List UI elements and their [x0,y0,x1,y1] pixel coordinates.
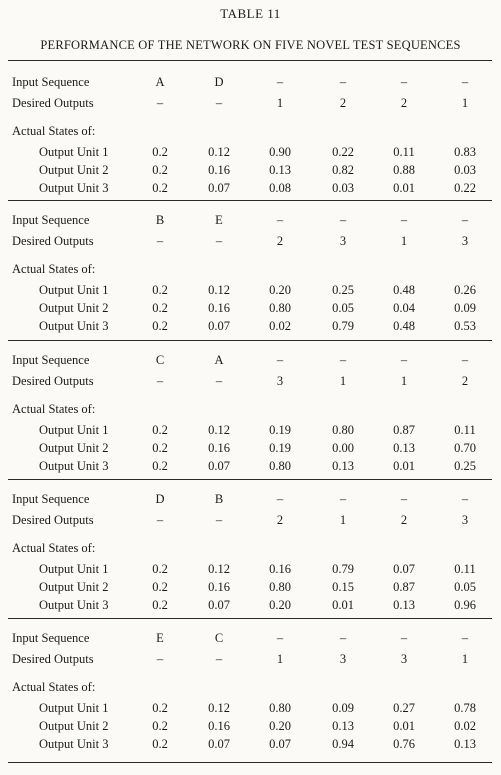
desired-output: – [156,234,164,248]
activation-value: 0.16 [208,719,230,733]
activation-value: 0.27 [393,701,415,715]
block-separator-rule [8,479,492,480]
desired-outputs-label: Desired Outputs [12,234,94,248]
output-unit-label: Output Unit 2 [39,441,109,455]
input-symbol: – [400,213,408,227]
output-unit-label: Output Unit 2 [39,163,109,177]
input-sequence-row [0,75,501,89]
desired-output: 1 [400,234,408,248]
desired-outputs-row [0,96,501,110]
desired-outputs-row [0,652,501,666]
activation-value: 0.03 [454,163,476,177]
desired-outputs-label: Desired Outputs [12,513,94,527]
activation-value: 0.20 [269,719,291,733]
activation-value: 0.02 [454,719,476,733]
sequence-block [0,208,501,348]
desired-output: 3 [400,652,408,666]
desired-output: 2 [276,513,284,527]
activation-value: 0.2 [152,441,168,455]
activation-value: 0.2 [152,319,168,333]
activation-value: 0.13 [393,441,415,455]
activation-value: 0.48 [393,283,415,297]
output-unit-label: Output Unit 2 [39,580,109,594]
output-unit-label: Output Unit 1 [39,423,109,437]
desired-outputs-row [0,374,501,388]
output-unit-label: Output Unit 1 [39,283,109,297]
activation-value: 0.07 [208,459,230,473]
activation-value: 0.79 [332,562,354,576]
sequence-block [0,487,501,627]
activation-value: 0.80 [269,580,291,594]
output-unit-row [0,719,501,733]
activation-value: 0.22 [454,181,476,195]
activation-value: 0.15 [332,580,354,594]
activation-value: 0.09 [454,301,476,315]
bottom-rule [8,762,492,763]
input-symbol: – [461,492,469,506]
output-unit-label: Output Unit 3 [39,598,109,612]
input-symbol: B [155,213,165,227]
activation-value: 0.02 [269,319,291,333]
input-sequence-row [0,631,501,645]
activation-value: 0.96 [454,598,476,612]
desired-outputs-row [0,513,501,527]
activation-value: 0.13 [332,719,354,733]
actual-states-row [0,402,501,416]
activation-value: 0.12 [208,283,230,297]
activation-value: 0.19 [269,423,291,437]
activation-value: 0.04 [393,301,415,315]
activation-value: 0.19 [269,441,291,455]
desired-output: 2 [276,234,284,248]
input-symbol: – [339,492,347,506]
input-sequence-row [0,213,501,227]
activation-value: 0.07 [208,319,230,333]
input-symbol: D [155,492,165,506]
activation-value: 0.2 [152,737,168,751]
activation-value: 0.82 [332,163,354,177]
desired-output: 2 [400,96,408,110]
activation-value: 0.13 [393,598,415,612]
actual-states-label: Actual States of: [12,124,96,138]
sequence-block [0,70,501,210]
activation-value: 0.16 [269,562,291,576]
output-unit-row [0,701,501,715]
output-unit-row [0,459,501,473]
actual-states-row [0,541,501,555]
activation-value: 0.01 [393,181,415,195]
input-sequence-label: Input Sequence [12,492,90,506]
activation-value: 0.53 [454,319,476,333]
activation-value: 0.12 [208,145,230,159]
input-symbol: C [214,631,224,645]
activation-value: 0.2 [152,163,168,177]
actual-states-label: Actual States of: [12,402,96,416]
activation-value: 0.25 [332,283,354,297]
activation-value: 0.00 [332,441,354,455]
activation-value: 0.16 [208,580,230,594]
desired-output: 1 [339,513,347,527]
input-symbol: A [155,75,165,89]
activation-value: 0.70 [454,441,476,455]
activation-value: 0.90 [269,145,291,159]
output-unit-row [0,283,501,297]
desired-output: 2 [400,513,408,527]
input-symbol: – [276,353,284,367]
input-symbol: – [461,631,469,645]
activation-value: 0.94 [332,737,354,751]
activation-value: 0.13 [269,163,291,177]
input-symbol: – [461,353,469,367]
activation-value: 0.80 [269,701,291,715]
input-sequence-row [0,492,501,506]
input-symbol: – [400,631,408,645]
output-unit-label: Output Unit 3 [39,737,109,751]
activation-value: 0.87 [393,580,415,594]
activation-value: 0.03 [332,181,354,195]
activation-value: 0.12 [208,423,230,437]
desired-output: 2 [461,374,469,388]
output-unit-label: Output Unit 3 [39,459,109,473]
input-symbol: E [156,631,164,645]
output-unit-row [0,181,501,195]
desired-output: – [215,374,223,388]
activation-value: 0.11 [454,423,476,437]
actual-states-row [0,262,501,276]
actual-states-label: Actual States of: [12,680,96,694]
desired-outputs-label: Desired Outputs [12,96,94,110]
input-symbol: – [400,492,408,506]
input-symbol: A [214,353,224,367]
output-unit-row [0,163,501,177]
activation-value: 0.12 [208,562,230,576]
desired-outputs-row [0,234,501,248]
activation-value: 0.76 [393,737,415,751]
desired-output: – [156,96,164,110]
activation-value: 0.13 [332,459,354,473]
desired-output: 1 [461,652,469,666]
output-unit-row [0,580,501,594]
input-symbol: – [276,631,284,645]
activation-value: 0.09 [332,701,354,715]
input-symbol: – [339,631,347,645]
activation-value: 0.07 [208,181,230,195]
output-unit-label: Output Unit 2 [39,719,109,733]
desired-output: – [215,234,223,248]
output-unit-label: Output Unit 1 [39,562,109,576]
input-symbol: C [155,353,165,367]
output-unit-label: Output Unit 3 [39,319,109,333]
activation-value: 0.78 [454,701,476,715]
input-symbol: – [400,353,408,367]
output-unit-row [0,737,501,751]
output-unit-row [0,423,501,437]
input-sequence-label: Input Sequence [12,631,90,645]
activation-value: 0.48 [393,319,415,333]
activation-value: 0.2 [152,283,168,297]
actual-states-label: Actual States of: [12,262,96,276]
desired-output: 1 [400,374,408,388]
table-title: PERFORMANCE OF THE NETWORK ON FIVE NOVEL TEST SEQUENCES [40,38,461,52]
activation-value: 0.2 [152,598,168,612]
activation-value: 0.07 [208,737,230,751]
table-number: TABLE 11 [220,6,281,21]
output-unit-row [0,145,501,159]
activation-value: 0.26 [454,283,476,297]
desired-output: – [215,513,223,527]
desired-output: 1 [276,652,284,666]
desired-output: 2 [339,96,347,110]
desired-output: – [156,652,164,666]
activation-value: 0.2 [152,459,168,473]
desired-output: 1 [461,96,469,110]
input-sequence-label: Input Sequence [12,75,90,89]
actual-states-row [0,680,501,694]
activation-value: 0.80 [269,459,291,473]
input-symbol: – [276,213,284,227]
activation-value: 0.07 [208,598,230,612]
input-symbol: B [214,492,224,506]
activation-value: 0.2 [152,145,168,159]
activation-value: 0.2 [152,562,168,576]
desired-outputs-label: Desired Outputs [12,374,94,388]
desired-output: 1 [339,374,347,388]
activation-value: 0.2 [152,580,168,594]
activation-value: 0.11 [454,562,476,576]
desired-output: 3 [339,234,347,248]
input-symbol: – [339,353,347,367]
activation-value: 0.80 [269,301,291,315]
block-separator-rule [8,618,492,619]
input-symbol: – [339,75,347,89]
output-unit-label: Output Unit 1 [39,701,109,715]
top-rule [8,60,492,61]
activation-value: 0.05 [454,580,476,594]
desired-output: – [215,96,223,110]
activation-value: 0.2 [152,423,168,437]
block-separator-rule [8,340,492,341]
input-sequence-row [0,353,501,367]
desired-output: – [156,374,164,388]
block-separator-rule [8,200,492,201]
activation-value: 0.80 [332,423,354,437]
activation-value: 0.11 [393,145,415,159]
desired-output: 3 [461,234,469,248]
activation-value: 0.05 [332,301,354,315]
activation-value: 0.2 [152,181,168,195]
input-symbol: – [276,75,284,89]
output-unit-row [0,319,501,333]
desired-outputs-label: Desired Outputs [12,652,94,666]
output-unit-label: Output Unit 3 [39,181,109,195]
input-sequence-label: Input Sequence [12,213,90,227]
sequence-block [0,626,501,766]
activation-value: 0.2 [152,719,168,733]
output-unit-row [0,301,501,315]
activation-value: 0.2 [152,301,168,315]
desired-output: 3 [461,513,469,527]
actual-states-row [0,124,501,138]
activation-value: 0.88 [393,163,415,177]
input-symbol: – [400,75,408,89]
actual-states-label: Actual States of: [12,541,96,555]
activation-value: 0.01 [332,598,354,612]
desired-output: 1 [276,96,284,110]
input-symbol: D [214,75,224,89]
activation-value: 0.79 [332,319,354,333]
desired-output: 3 [276,374,284,388]
activation-value: 0.25 [454,459,476,473]
activation-value: 0.83 [454,145,476,159]
input-symbol: – [461,213,469,227]
activation-value: 0.16 [208,301,230,315]
activation-value: 0.16 [208,163,230,177]
desired-output: – [156,513,164,527]
activation-value: 0.07 [393,562,415,576]
output-unit-label: Output Unit 1 [39,145,109,159]
output-unit-row [0,562,501,576]
input-symbol: – [461,75,469,89]
activation-value: 0.07 [269,737,291,751]
output-unit-row [0,441,501,455]
activation-value: 0.2 [152,701,168,715]
activation-value: 0.20 [269,283,291,297]
activation-value: 0.16 [208,441,230,455]
activation-value: 0.08 [269,181,291,195]
input-symbol: E [215,213,223,227]
input-symbol: – [339,213,347,227]
output-unit-row [0,598,501,612]
sequence-block [0,348,501,488]
activation-value: 0.01 [393,719,415,733]
activation-value: 0.87 [393,423,415,437]
desired-output: – [215,652,223,666]
input-sequence-label: Input Sequence [12,353,90,367]
input-symbol: – [276,492,284,506]
activation-value: 0.20 [269,598,291,612]
activation-value: 0.01 [393,459,415,473]
activation-value: 0.22 [332,145,354,159]
activation-value: 0.12 [208,701,230,715]
output-unit-label: Output Unit 2 [39,301,109,315]
desired-output: 3 [339,652,347,666]
activation-value: 0.13 [454,737,476,751]
